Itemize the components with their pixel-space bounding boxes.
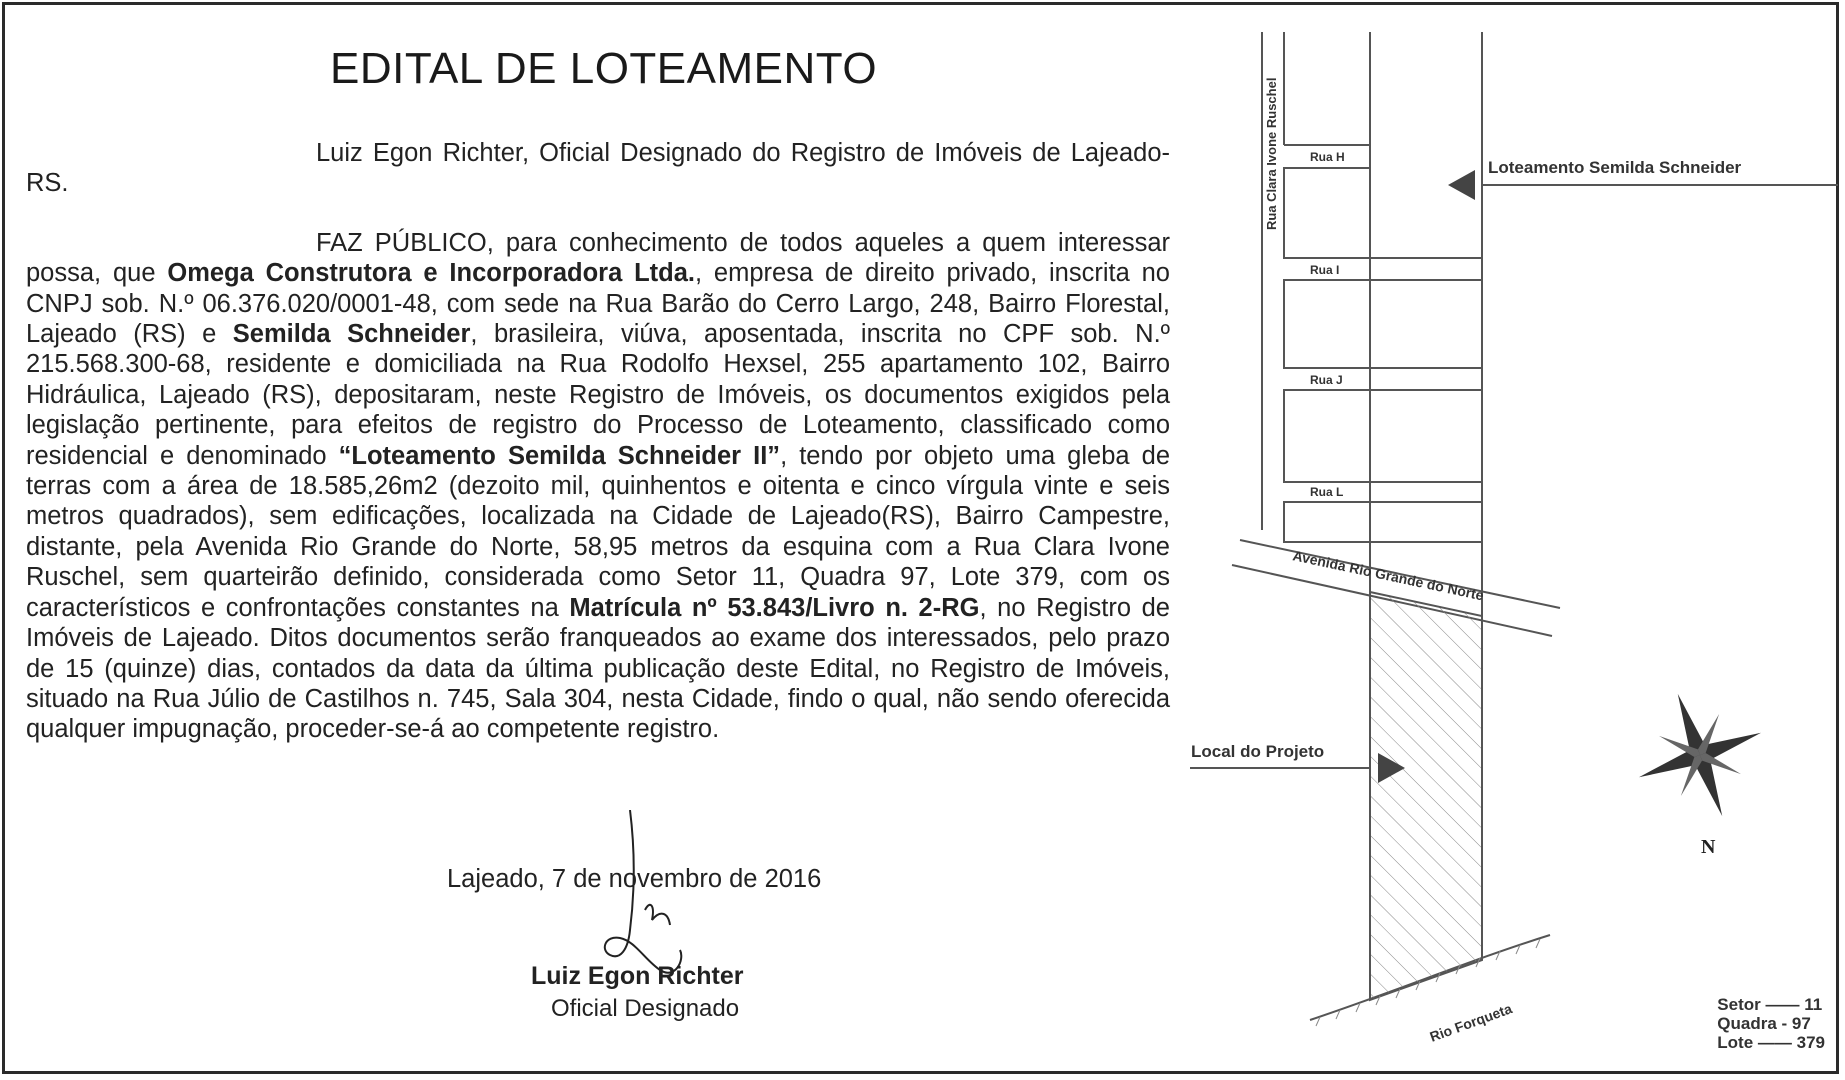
date-line: Lajeado, 7 de novembro de 2016 xyxy=(447,865,822,893)
legend-label: Quadra xyxy=(1717,1014,1777,1033)
project-name: “Loteamento Semilda Schneider II” xyxy=(338,441,781,470)
legend-value: 379 xyxy=(1796,1033,1825,1052)
project-label: Local do Projeto xyxy=(1191,742,1325,761)
legend-value: 97 xyxy=(1791,1014,1811,1033)
text-segment: , tendo por objeto uma gleba de terras com a área de 18.585,26m2 (dezoito mil, quinhentos e oitenta e cinco vírgula vinte e seis metros quadrados), sem edificações, localizada na Cidade de Lajeado(RS), Bairro Campestre, distante, pela Avenida Rio Grande do Norte, 58,95 metros da esquina com a Rua Clara Ivone Ruschel, sem quarteirão definido, considerada como Setor 11, Quadra 97, Lote 379, com os característicos e confrontações constantes na xyxy=(26,441,1170,622)
signer-role: Oficial Designado xyxy=(551,995,740,1022)
legend-row: Quadra - 97 xyxy=(1717,1014,1811,1033)
street-label-i: Rua I xyxy=(1310,263,1340,277)
avenue-label: Avenida Rio Grande do Norte xyxy=(1291,547,1486,604)
street-label-j: Rua J xyxy=(1310,373,1343,387)
subdivision-arrow-icon xyxy=(1448,170,1475,200)
text-segment: , empresa de direito privado, inscrita no CNPJ sob. N.º 06.376.020/0001-48, com sede na Rua Barão do Cerro Largo, 248, Bairro Florestal, Lajeado (RS) e xyxy=(26,259,1170,349)
street-label-h: Rua H xyxy=(1310,150,1345,164)
person-name: Semilda Schneider xyxy=(232,320,471,349)
legend-row: Lote —— 379 xyxy=(1717,1033,1825,1052)
legend-label: Setor xyxy=(1717,995,1761,1014)
intro-paragraph: Luiz Egon Richter, Oficial Designado do Registro de Imóveis de Lajeado-RS. xyxy=(26,139,1170,198)
legend-label: Lote xyxy=(1717,1033,1754,1052)
text-segment: , brasileira, viúva, aposentada, inscrita no CPF sob. N.º 215.568.300-68, residente e domiciliada na Rua Rodolfo Hexsel, 255 apartamento 102, Bairro Hidráulica, Lajeado (RS), depositaram, neste Registro de Imóveis, os documentos exigidos pela legislação pertinente, para efeitos de registro do Processo de Loteamento, classificado como residencial e denominado xyxy=(26,320,1170,470)
block xyxy=(1370,390,1482,482)
compass-rose-icon xyxy=(1617,672,1784,839)
block xyxy=(1370,502,1482,542)
text-segment: FAZ PÚBLICO, para conhecimento de todos aqueles a quem interessar possa, que xyxy=(26,228,1170,288)
street-label-clara: Rua Clara Ivone Ruschel xyxy=(1264,77,1279,230)
legend-row: Setor —— 11 xyxy=(1717,995,1823,1014)
legend-value: 11 xyxy=(1804,995,1823,1014)
river-label: Rio Forqueta xyxy=(1427,1000,1515,1045)
subdivision-label: Loteamento Semilda Schneider xyxy=(1488,158,1742,177)
company-name: Omega Construtora e Incorporadora Ltda. xyxy=(167,259,696,288)
block xyxy=(1370,280,1482,368)
matricula-ref: Matrícula nº 53.843/Livro n. 2-RG xyxy=(569,593,980,622)
block xyxy=(1284,502,1370,542)
street-label-l: Rua L xyxy=(1310,485,1344,499)
compass-north-label: N xyxy=(1701,836,1716,858)
text-segment: , no Registro de Imóveis de Lajeado. Ditos documentos serão franqueados ao exame dos interessados, pelo prazo de 15 (quinze) dias, contados da data da última publicação deste Edital, no Registro de Imóveis, situado na Rua Júlio de Castilhos n. 745, Sala 304, nesta Cidade, findo o qual, não sendo oferecida qualquer impugnação, proceder-se-á ao competente registro. xyxy=(26,593,1170,744)
project-area xyxy=(1370,592,1482,1000)
block xyxy=(1284,168,1370,258)
block xyxy=(1284,280,1370,368)
block xyxy=(1284,390,1370,482)
page-title: EDITAL DE LOTEAMENTO xyxy=(330,44,878,93)
signer-name: Luiz Egon Richter xyxy=(531,962,744,990)
lot-legend xyxy=(1717,995,1825,1052)
